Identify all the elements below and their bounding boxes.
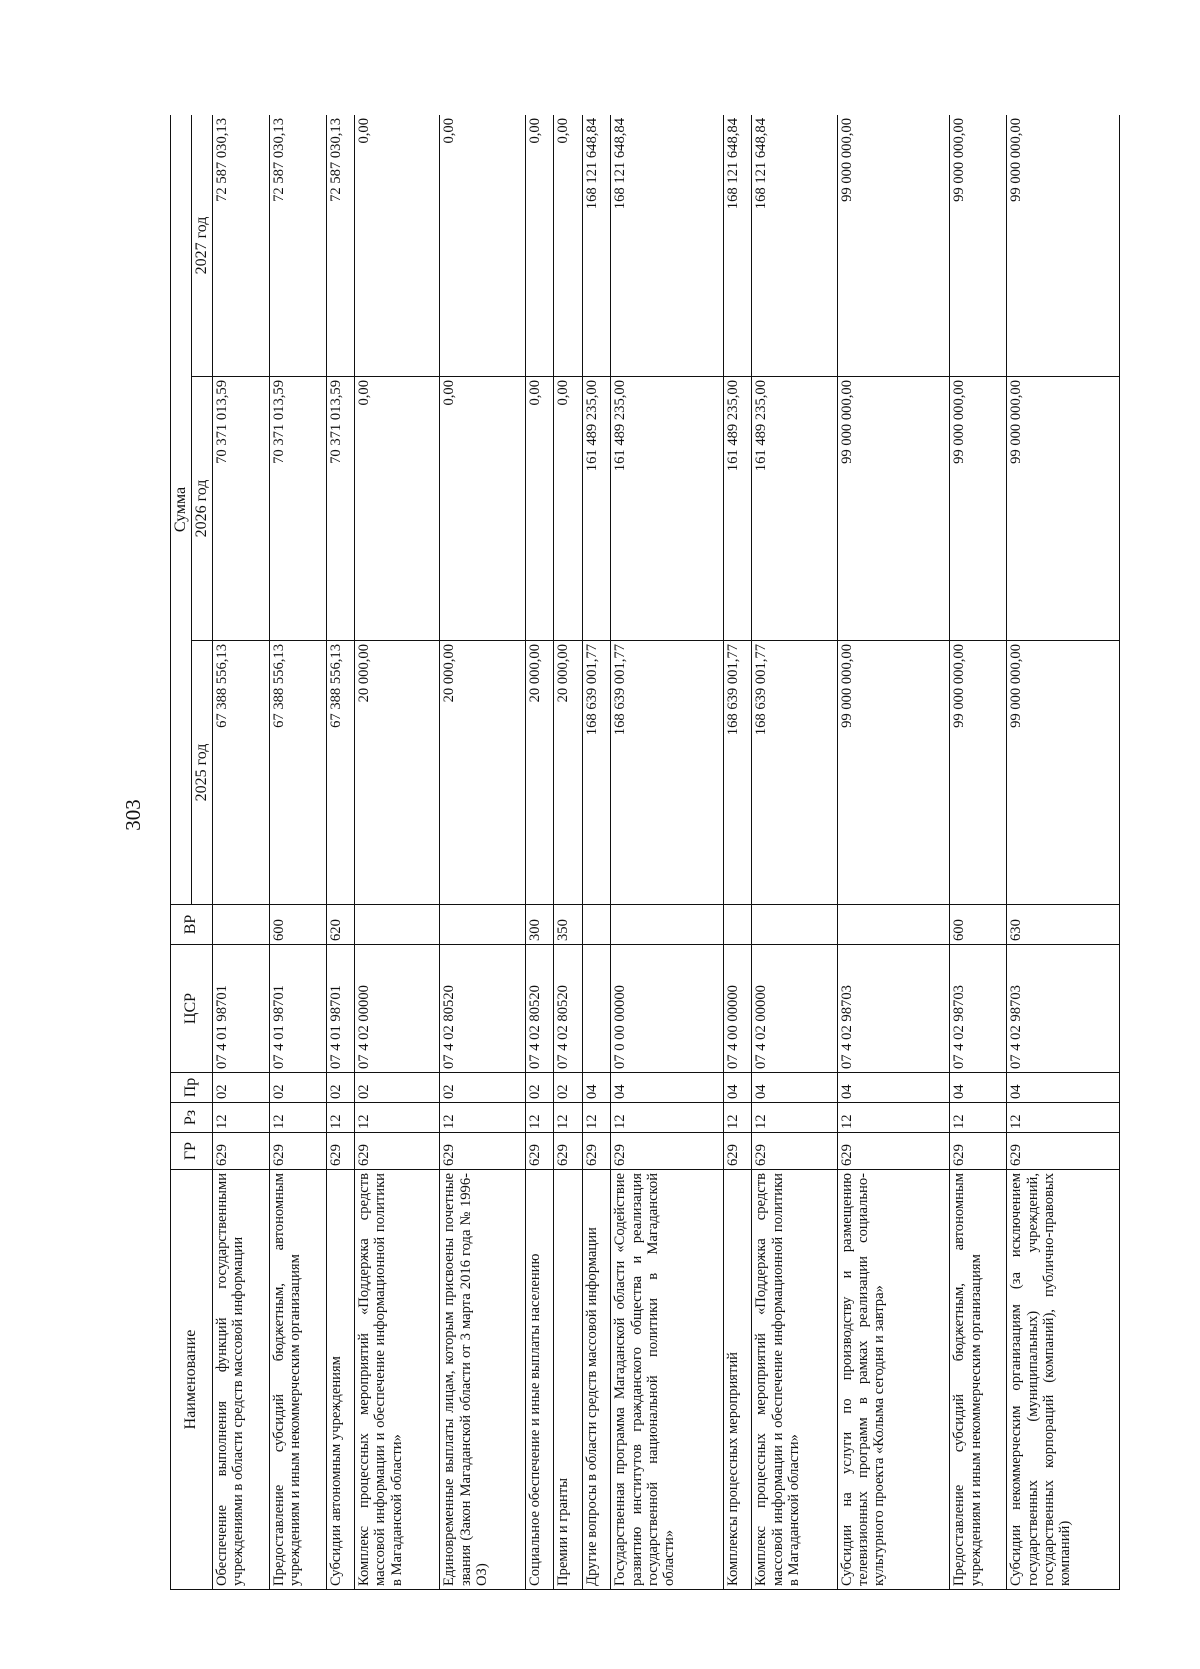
cell-pr: 04	[752, 1073, 837, 1103]
table-row	[355, 115, 440, 1590]
cell-csr: 07 0 00 00000	[611, 945, 724, 1073]
cell-rz: 12	[582, 1103, 610, 1133]
table-row	[212, 115, 269, 1590]
cell-name: Субсидии на услуги по производству и размещению телевизионных программ в рамках реализации социально-культурного проекта «Колыма сегодня и завтра»	[837, 1170, 950, 1590]
cell-pr: 04	[1007, 1073, 1120, 1103]
cell-sum-2027: 72 587 030,13	[326, 115, 354, 377]
cell-name: Единовременные выплаты лицам, которым присвоены почетные звания (Закон Магаданской области от 3 марта 2016 года № 1996-ОЗ)	[440, 1170, 525, 1590]
cell-rz: 12	[355, 1103, 440, 1133]
table-row	[950, 115, 1007, 1590]
cell-sum-2026: 0,00	[440, 377, 525, 641]
cell-gr: 629	[440, 1133, 525, 1170]
cell-gr: 629	[611, 1133, 724, 1170]
cell-vr: 620	[326, 905, 354, 945]
cell-vr: 630	[1007, 905, 1120, 945]
page-number: 303	[121, 799, 145, 831]
cell-rz: 12	[554, 1103, 582, 1133]
table-row	[269, 115, 326, 1590]
cell-gr: 629	[837, 1133, 950, 1170]
cell-name: Субсидии некоммерческим организациям (за исключением государственных (муниципальных) учреждений, государственных корпораций (компаний), публично-правовых компаний)	[1007, 1170, 1120, 1590]
cell-sum-2025: 168 639 001,77	[582, 641, 610, 905]
cell-sum-2026: 0,00	[525, 377, 553, 641]
header-csr: ЦСР	[171, 945, 213, 1073]
cell-pr: 02	[212, 1073, 269, 1103]
document-sheet	[170, 115, 1120, 1590]
cell-name: Другие вопросы в области средств массовой информации	[582, 1170, 610, 1590]
cell-gr: 629	[554, 1133, 582, 1170]
cell-vr: 600	[950, 905, 1007, 945]
cell-vr	[611, 905, 724, 945]
cell-sum-2027: 0,00	[355, 115, 440, 377]
cell-pr: 02	[326, 1073, 354, 1103]
cell-sum-2027: 168 121 648,84	[752, 115, 837, 377]
cell-gr: 629	[723, 1133, 751, 1170]
cell-csr: 07 4 02 98703	[1007, 945, 1120, 1073]
cell-gr: 629	[950, 1133, 1007, 1170]
cell-csr: 07 4 02 98703	[950, 945, 1007, 1073]
cell-sum-2027: 0,00	[440, 115, 525, 377]
header-vr: ВР	[171, 905, 213, 945]
cell-pr: 02	[554, 1073, 582, 1103]
cell-sum-2026: 0,00	[554, 377, 582, 641]
cell-name: Предоставление субсидий бюджетным, автономным учреждениям и иным некоммерческим организациям	[950, 1170, 1007, 1590]
cell-name: Обеспечение выполнения функций государственными учреждениями в области средств массовой информации	[212, 1170, 269, 1590]
header-pr: Пр	[171, 1073, 213, 1103]
cell-csr: 07 4 02 00000	[355, 945, 440, 1073]
cell-name: Социальное обеспечение и иные выплаты населению	[525, 1170, 553, 1590]
cell-vr: 350	[554, 905, 582, 945]
cell-gr: 629	[582, 1133, 610, 1170]
header-2027: 2027 год	[191, 115, 212, 377]
cell-pr: 04	[611, 1073, 724, 1103]
table-row	[752, 115, 837, 1590]
cell-rz: 12	[1007, 1103, 1120, 1133]
cell-csr: 07 4 02 00000	[752, 945, 837, 1073]
table-row	[582, 115, 610, 1590]
cell-rz: 12	[212, 1103, 269, 1133]
cell-sum-2025: 67 388 556,13	[212, 641, 269, 905]
cell-name: Премии и гранты	[554, 1170, 582, 1590]
cell-sum-2025: 20 000,00	[554, 641, 582, 905]
header-name: Наименование	[171, 1170, 213, 1590]
cell-sum-2026: 70 371 013,59	[212, 377, 269, 641]
cell-sum-2026: 99 000 000,00	[1007, 377, 1120, 641]
cell-sum-2027: 99 000 000,00	[1007, 115, 1120, 377]
cell-rz: 12	[440, 1103, 525, 1133]
cell-sum-2026: 161 489 235,00	[723, 377, 751, 641]
cell-name: Комплекс процессных мероприятий «Поддержка средств массовой информации и обеспечение информационной политики в Магаданской области»	[355, 1170, 440, 1590]
budget-table	[170, 115, 1120, 1590]
cell-gr: 629	[212, 1133, 269, 1170]
cell-sum-2025: 99 000 000,00	[1007, 641, 1120, 905]
cell-pr: 04	[582, 1073, 610, 1103]
cell-gr: 629	[525, 1133, 553, 1170]
cell-sum-2027: 168 121 648,84	[582, 115, 610, 377]
cell-rz: 12	[611, 1103, 724, 1133]
table-body	[212, 115, 1119, 1590]
cell-sum-2026: 70 371 013,59	[326, 377, 354, 641]
cell-name: Комплекс процессных мероприятий «Поддержка средств массовой информации и обеспечение информационной политики в Магаданской области»	[752, 1170, 837, 1590]
header-2026: 2026 год	[191, 377, 212, 641]
cell-sum-2027: 0,00	[525, 115, 553, 377]
cell-gr: 629	[752, 1133, 837, 1170]
cell-sum-2025: 168 639 001,77	[611, 641, 724, 905]
cell-gr: 629	[1007, 1133, 1120, 1170]
cell-sum-2027: 0,00	[554, 115, 582, 377]
table-row	[326, 115, 354, 1590]
cell-name: Государственная программа Магаданской области «Содействие развитию институтов гражданского общества и реализация государственной национальной политики в Магаданской области»	[611, 1170, 724, 1590]
cell-pr: 04	[723, 1073, 751, 1103]
cell-pr: 02	[440, 1073, 525, 1103]
cell-vr: 600	[269, 905, 326, 945]
cell-vr	[723, 905, 751, 945]
cell-vr	[440, 905, 525, 945]
cell-csr: 07 4 01 98701	[212, 945, 269, 1073]
cell-vr	[752, 905, 837, 945]
cell-rz: 12	[752, 1103, 837, 1133]
rotated-table-container	[170, 115, 1120, 1590]
table-row	[525, 115, 553, 1590]
cell-pr: 02	[355, 1073, 440, 1103]
cell-sum-2026: 99 000 000,00	[837, 377, 950, 641]
header-rz: Рз	[171, 1103, 213, 1133]
cell-name: Предоставление субсидий бюджетным, автономным учреждениям и иным некоммерческим организациям	[269, 1170, 326, 1590]
cell-sum-2025: 168 639 001,77	[752, 641, 837, 905]
cell-sum-2026: 99 000 000,00	[950, 377, 1007, 641]
cell-csr	[582, 945, 610, 1073]
cell-csr: 07 4 01 98701	[269, 945, 326, 1073]
cell-sum-2026: 161 489 235,00	[752, 377, 837, 641]
cell-sum-2025: 67 388 556,13	[269, 641, 326, 905]
cell-csr: 07 4 02 80520	[440, 945, 525, 1073]
cell-sum-2027: 168 121 648,84	[611, 115, 724, 377]
cell-rz: 12	[326, 1103, 354, 1133]
cell-name: Субсидии автономным учреждениям	[326, 1170, 354, 1590]
cell-sum-2026: 70 371 013,59	[269, 377, 326, 641]
cell-sum-2025: 20 000,00	[440, 641, 525, 905]
cell-sum-2027: 99 000 000,00	[837, 115, 950, 377]
table-header	[171, 115, 213, 1590]
table-row	[1007, 115, 1120, 1590]
table-row	[723, 115, 751, 1590]
cell-sum-2025: 168 639 001,77	[723, 641, 751, 905]
cell-sum-2026: 0,00	[355, 377, 440, 641]
cell-sum-2025: 20 000,00	[355, 641, 440, 905]
cell-rz: 12	[723, 1103, 751, 1133]
header-2025: 2025 год	[191, 641, 212, 905]
cell-vr	[355, 905, 440, 945]
cell-csr: 07 4 02 80520	[554, 945, 582, 1073]
cell-sum-2025: 99 000 000,00	[837, 641, 950, 905]
cell-sum-2025: 67 388 556,13	[326, 641, 354, 905]
cell-rz: 12	[269, 1103, 326, 1133]
cell-pr: 02	[525, 1073, 553, 1103]
cell-gr: 629	[326, 1133, 354, 1170]
cell-csr: 07 4 02 80520	[525, 945, 553, 1073]
cell-sum-2026: 161 489 235,00	[611, 377, 724, 641]
cell-sum-2027: 99 000 000,00	[950, 115, 1007, 377]
cell-rz: 12	[950, 1103, 1007, 1133]
table-row	[837, 115, 950, 1590]
cell-pr: 04	[837, 1073, 950, 1103]
cell-rz: 12	[837, 1103, 950, 1133]
cell-vr: 300	[525, 905, 553, 945]
cell-name: Комплексы процессных мероприятий	[723, 1170, 751, 1590]
header-gr: ГР	[171, 1133, 213, 1170]
cell-sum-2027: 72 587 030,13	[269, 115, 326, 377]
cell-vr	[212, 905, 269, 945]
table-row	[554, 115, 582, 1590]
cell-rz: 12	[525, 1103, 553, 1133]
cell-sum-2025: 99 000 000,00	[950, 641, 1007, 905]
cell-vr	[582, 905, 610, 945]
table-row	[440, 115, 525, 1590]
cell-csr: 07 4 01 98701	[326, 945, 354, 1073]
header-row	[171, 115, 192, 1590]
cell-pr: 02	[269, 1073, 326, 1103]
cell-gr: 629	[269, 1133, 326, 1170]
cell-sum-2027: 168 121 648,84	[723, 115, 751, 377]
cell-gr: 629	[355, 1133, 440, 1170]
cell-sum-2026: 161 489 235,00	[582, 377, 610, 641]
cell-vr	[837, 905, 950, 945]
cell-csr: 07 4 02 98703	[837, 945, 950, 1073]
cell-csr: 07 4 00 00000	[723, 945, 751, 1073]
header-sum: Сумма	[171, 115, 192, 905]
table-row	[611, 115, 724, 1590]
cell-sum-2025: 20 000,00	[525, 641, 553, 905]
cell-sum-2027: 72 587 030,13	[212, 115, 269, 377]
cell-pr: 04	[950, 1073, 1007, 1103]
